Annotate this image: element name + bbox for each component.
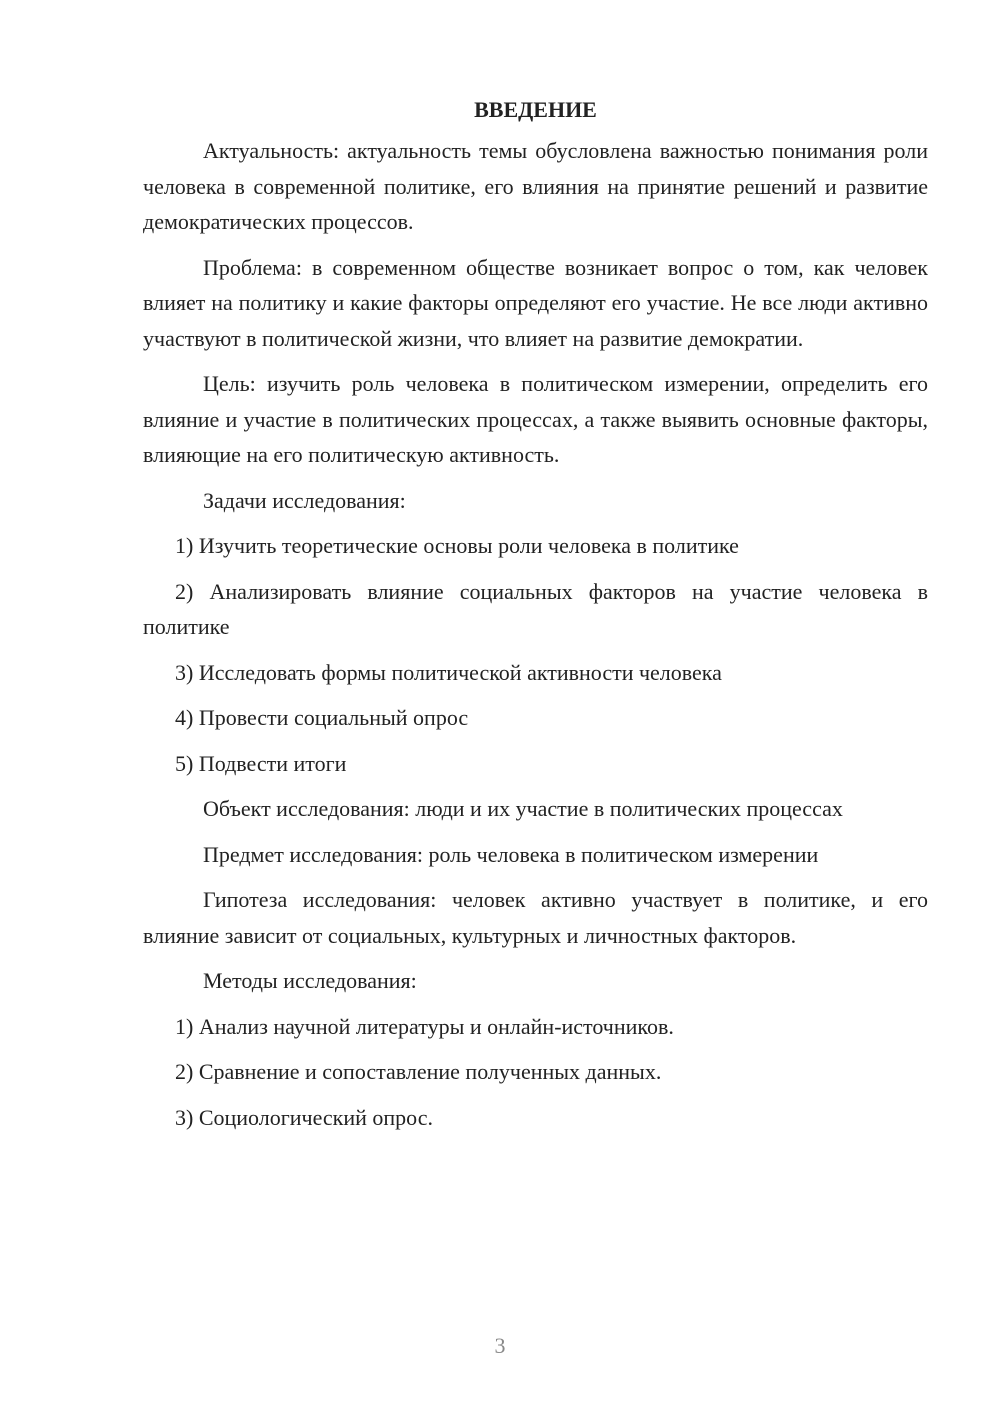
document-body xyxy=(143,95,928,1145)
subject-paragraph: Предмет исследования: роль человека в политическом измерении xyxy=(203,841,819,867)
hypothesis-paragraph: Гипотеза исследования: человек активно участвует в политике, и его влияние зависит от социальных, культурных и личностных факторов. xyxy=(143,887,928,948)
task-item: 5) Подвести итоги xyxy=(175,750,347,776)
method-item: 1) Анализ научной литературы и онлайн-источников. xyxy=(175,1013,674,1039)
method-item: 2) Сравнение и сопоставление полученных данных. xyxy=(175,1059,662,1084)
relevance-paragraph: Актуальность: актуальность темы обусловлена важностью понимания роли человека в современной политике, его влияния на принятие решений и развитие демократических процессов. xyxy=(143,138,928,234)
methods-heading: Методы исследования: xyxy=(203,968,417,993)
task-item: 2) Анализировать влияние социальных факторов на участие человека в политике xyxy=(143,578,928,639)
task-item: 4) Провести социальный опрос xyxy=(175,705,469,730)
method-item: 3) Социологический опрос. xyxy=(175,1104,433,1130)
section-title: ВВЕДЕНИЕ xyxy=(474,97,597,122)
page-number: 3 xyxy=(494,1333,506,1358)
goal-paragraph: Цель: изучить роль человека в политическом измерении, определить его влияние и участие в политических процессах, а также выявить основные факторы, влияющие на его политическую активность. xyxy=(143,371,928,467)
tasks-heading: Задачи исследования: xyxy=(203,487,406,513)
task-item: 3) Исследовать формы политической активности человека xyxy=(175,659,722,685)
problem-paragraph: Проблема: в современном обществе возникает вопрос о том, как человек влияет на политику и какие факторы определяют его участие. Не все люди активно участвуют в политической жизни, что влияет на развитие демократии. xyxy=(143,254,928,351)
object-paragraph: Объект исследования: люди и их участие в политических процессах xyxy=(203,796,843,821)
task-item: 1) Изучить теоретические основы роли человека в политике xyxy=(175,533,739,558)
